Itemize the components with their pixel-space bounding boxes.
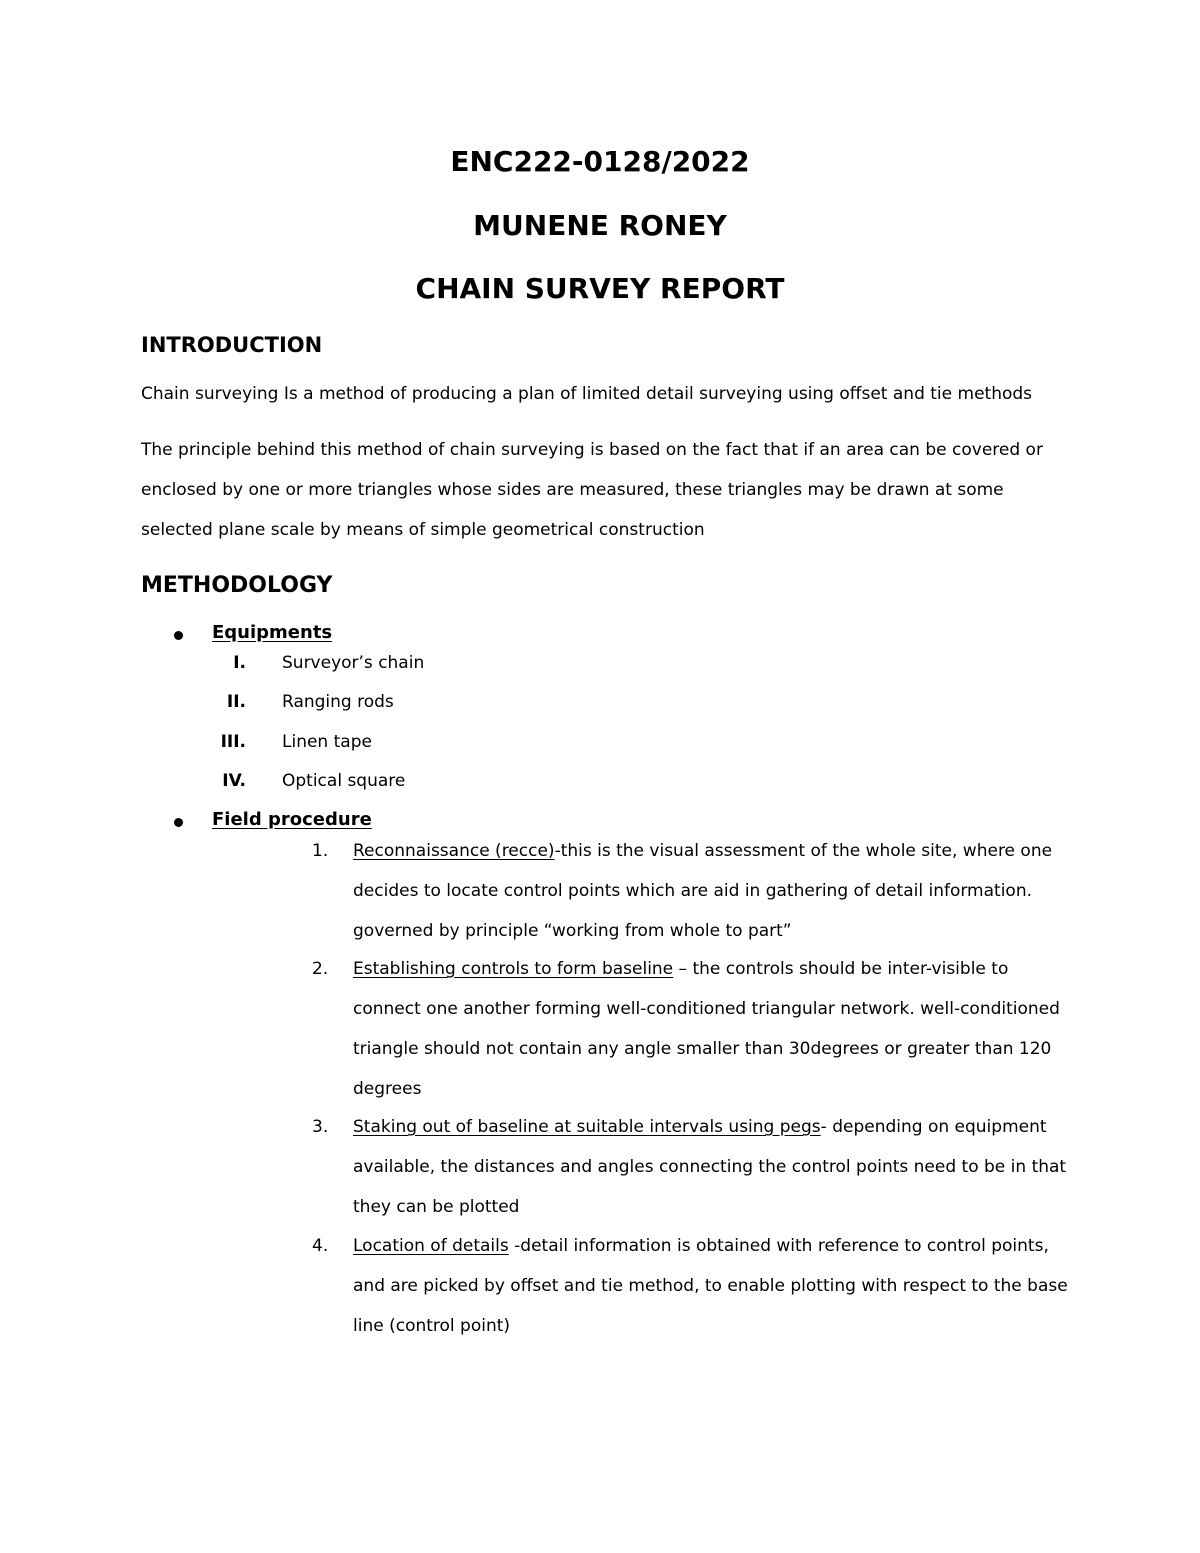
introduction-heading: INTRODUCTION <box>141 333 323 357</box>
procedure-step-title: Staking out of baseline at suitable intervals using pegs <box>353 1117 821 1137</box>
equipment-item-number: I. <box>233 653 246 673</box>
equipment-item <box>200 771 600 801</box>
procedure-step-title: Establishing controls to form baseline <box>353 959 674 979</box>
procedure-step-title: Reconnaissance (recce) <box>353 841 555 861</box>
procedure-step-number: 1. <box>312 841 329 861</box>
field-procedure-label: Field procedure <box>212 809 372 830</box>
equipment-item <box>200 653 600 683</box>
equipment-item-number: II. <box>226 692 246 712</box>
report-title: CHAIN SURVEY REPORT <box>415 272 785 305</box>
equipment-item <box>200 692 600 722</box>
equipment-item <box>200 732 600 762</box>
methodology-heading: METHODOLOGY <box>141 573 333 598</box>
equipment-item-text: Ranging rods <box>282 692 394 712</box>
procedure-step-body <box>353 831 1073 951</box>
procedure-step-number: 4. <box>312 1236 329 1256</box>
procedure-step-body <box>353 949 1073 1109</box>
equipment-item-text: Surveyor’s chain <box>282 653 425 673</box>
equipment-item-text: Optical square <box>282 771 406 791</box>
equipments-label: Equipments <box>212 622 333 643</box>
bullet-icon <box>174 631 183 640</box>
procedure-step-number: 2. <box>312 959 329 979</box>
introduction-paragraph-2: The principle behind this method of chain surveying is based on the fact that if an area can be covered or enclosed by one or more triangles whose sides are measured, these triangles may be drawn at some selected plane scale by means of simple geometrical construction <box>141 440 1043 540</box>
equipment-item-text: Linen tape <box>282 732 372 752</box>
equipment-item-number: IV. <box>222 771 246 791</box>
procedure-step-body <box>353 1107 1073 1227</box>
procedure-step-text: – the controls should be inter-visible to connect one another forming well-conditioned triangular network. well-conditioned triangle should not contain any angle smaller than 30degrees or greater than 120 degrees <box>353 959 1060 1099</box>
student-id-title: ENC222-0128/2022 <box>450 145 750 178</box>
procedure-step-number: 3. <box>312 1117 329 1137</box>
procedure-step-text: -detail information is obtained with reference to control points, and are picked by offset and tie method, to enable plotting with respect to the base line (control point) <box>353 1236 1068 1336</box>
student-name-title: MUNENE RONEY <box>473 209 727 242</box>
procedure-step-title: Location of details <box>353 1236 509 1256</box>
procedure-step-body <box>353 1226 1073 1346</box>
equipment-item-number: III. <box>220 732 246 752</box>
procedure-step-text: -this is the visual assessment of the whole site, where one decides to locate control points which are aid in gathering of detail information. governed by principle “working from whole to part” <box>353 841 1053 941</box>
introduction-paragraph-1: Chain surveying Is a method of producing a plan of limited detail surveying using offset and tie methods <box>141 384 1033 404</box>
bullet-icon <box>174 818 183 827</box>
procedure-step-text: - depending on equipment available, the distances and angles connecting the control points need to be in that they can be plotted <box>353 1117 1067 1217</box>
